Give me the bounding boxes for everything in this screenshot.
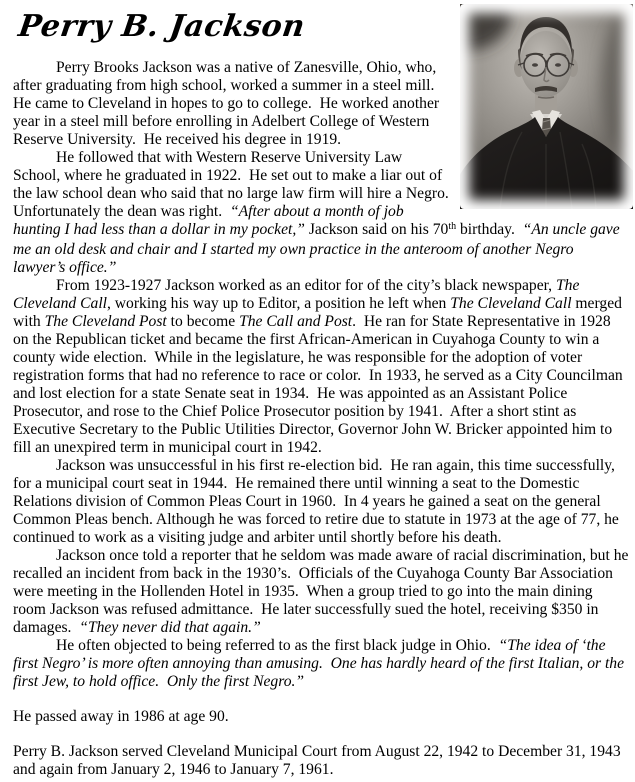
body-text-run: . He ran for State Representative in 1928 on the Republican ticket and became the first African-American in Cuyahoga County to win a county wide election. While in the legislature, he was responsible for the adoption of voter registration forms that had no reference to race or color. In 1933, he served as a City Councilman and lost election for a state Senate seat in 1934. He was appointed as an Assistant Police Prosecutor, and rose to the Chief Police Prosecutor position by 1941. After a short stint as Executive Secretary to the Public Utilities Director, Governor John W. Bricker appointed him to fill an unexpired term in municipal court in 1942. xyxy=(13,313,627,456)
body-text-run: He often objected to being referred to as the first black judge in Ohio. xyxy=(56,637,499,654)
body-text-run: From 1923-1927 Jackson worked as an editor for of the city’s black newspaper, xyxy=(56,277,556,294)
body-text-run: He followed that with Western Reserve University Law School, where he graduated in 1922. He set out to make a liar out of the law school dean who said that no large law firm will hire a Negro. Unfortunately the dean was right. xyxy=(13,149,457,220)
quote-text: “After about a month of job hunting I had less than a dollar in my pocket,” xyxy=(13,203,408,238)
page-title: Perry B. Jackson xyxy=(16,9,308,44)
paragraph xyxy=(13,277,629,457)
paragraph xyxy=(13,457,629,547)
paragraph xyxy=(13,708,629,726)
quote-text: “The idea of ‘the first Negro’ is more often annoying than amusing. One has hardly heard of the first Italian, or the first Jew, to hold office. Only the first Negro.” xyxy=(13,637,628,690)
body-text-run: Jackson said on his 70 xyxy=(304,221,449,238)
body-text-run: Perry B. Jackson served Cleveland Municipal Court from August 22, 1942 to December 31, 1943 and again from January 2, 1946 to January 7, 1961. xyxy=(13,743,625,778)
body-text-run: Jackson once told a reporter that he seldom was made aware of racial discrimination, but he recalled an incident from back in the 1930’s. Officials of the Cuyahoga County Bar Association were meeting in the Hollenden Hotel in 1935. When a group tried to go into the main dining room Jackson was refused admittance. He later successfully sued the hotel, receiving $350 in damages. xyxy=(13,547,633,636)
paragraph xyxy=(13,637,629,691)
quote-text: The Cleveland Call xyxy=(450,295,572,312)
quote-text: The Call and Post xyxy=(239,313,353,330)
body-text-run: Jackson was unsuccessful in his first re-election bid. He ran again, this time successfully, for a municipal court seat in 1944. He remained there until winning a seat to the Domestic Relations division of Common Pleas Court in 1960. In 4 years he gained a seat on the general Common Pleas bench. Although he was forced to retire due to statute in 1973 at the age of 77, he continued to work as a visiting judge and arbiter until shortly before his death. xyxy=(13,457,623,546)
paragraph xyxy=(13,547,633,637)
quote-text: “They never did that again.” xyxy=(79,619,261,636)
body-text-run: birthday. xyxy=(456,221,523,238)
paragraph xyxy=(13,743,629,779)
body-text-run: , working his way up to Editor, a position he left when xyxy=(106,295,451,312)
body-text-run: He passed away in 1986 at age 90. xyxy=(13,708,229,725)
body-text-run: to become xyxy=(166,313,240,330)
quote-text: The Cleveland Post xyxy=(44,313,167,330)
quote-text: “An uncle gave me an old desk and chair and I started my own practice in the anteroom of another Negro lawyer’s office.” xyxy=(13,221,624,276)
body-text-run: merged with xyxy=(13,295,626,330)
quote-text: The Cleveland Call xyxy=(13,277,584,312)
superscript-text: th xyxy=(448,221,457,232)
body-text-run: Perry Brooks Jackson was a native of Zanesville, Ohio, who, after graduating from high school, worked a summer in a steel mill. He came to Cleveland in hopes to go to college. He worked another year in a steel mill before enrolling in Adelbert College of Western Reserve University. He received his degree in 1919. xyxy=(13,59,444,148)
